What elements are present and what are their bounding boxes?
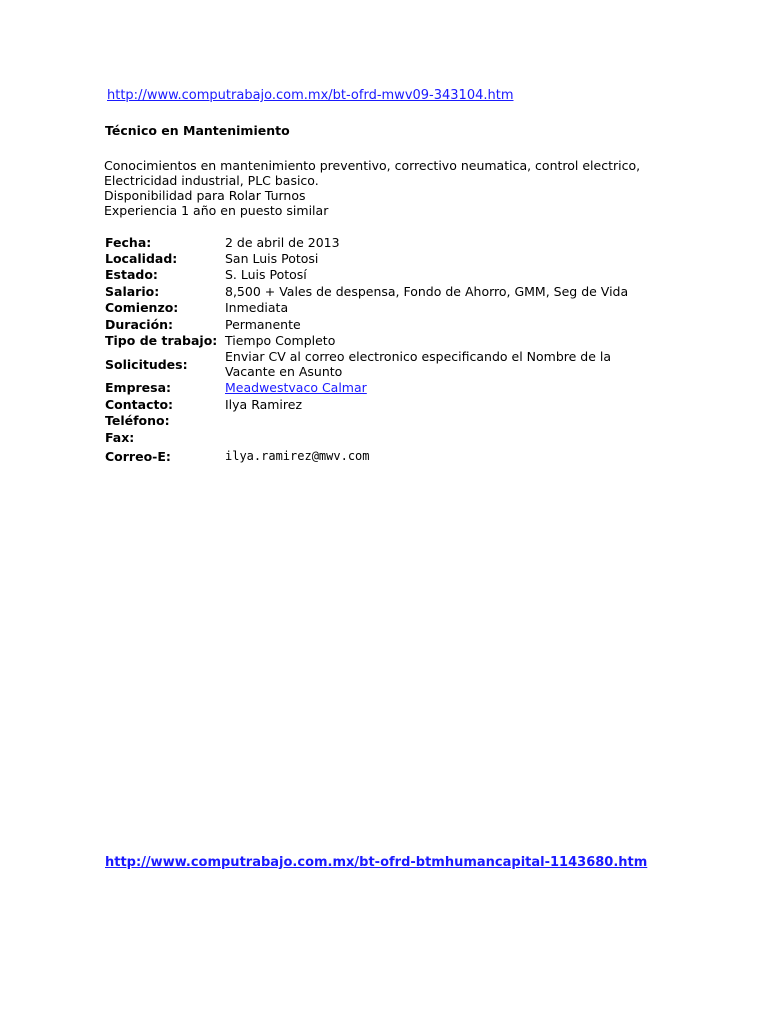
detail-row-tipo-de-trabajo xyxy=(103,332,655,348)
detail-value xyxy=(223,380,655,396)
detail-label: Localidad: xyxy=(105,251,178,267)
detail-label: Fax: xyxy=(105,429,135,445)
detail-value: 8,500 + Vales de despensa, Fondo de Ahorro, GMM, Seg de Vida xyxy=(225,283,629,299)
detail-label: Empresa: xyxy=(105,380,172,396)
detail-value: Inmediata xyxy=(225,300,289,316)
detail-label: Tipo de trabajo: xyxy=(105,333,218,349)
detail-row-fecha xyxy=(103,234,655,250)
detail-value xyxy=(223,413,655,429)
detail-value: San Luis Potosi xyxy=(225,251,319,267)
next-job-link[interactable]: http://www.computrabajo.com.mx/bt-ofrd-btmhumancapital-1143680.htm xyxy=(105,855,648,870)
detail-row-fax xyxy=(103,429,655,445)
detail-row-correo xyxy=(103,445,655,467)
detail-row-solicitudes xyxy=(103,349,655,380)
job-posting-link[interactable]: http://www.computrabajo.com.mx/bt-ofrd-mwv09-343104.htm xyxy=(107,88,514,103)
detail-label: Contacto: xyxy=(105,396,174,412)
detail-label: Duración: xyxy=(105,316,174,332)
job-description xyxy=(104,158,640,218)
description-line: Conocimientos en mantenimiento preventivo, correctivo neumatica, control electrico, xyxy=(104,158,641,173)
detail-label: Comienzo: xyxy=(105,300,179,316)
detail-label: Correo-E: xyxy=(105,448,171,464)
detail-label: Estado: xyxy=(105,267,158,283)
detail-value: Enviar CV al correo electronico especificando el Nombre de la Vacante en Asunto xyxy=(225,349,612,380)
detail-value: S. Luis Potosí xyxy=(225,267,307,283)
detail-value: 2 de abril de 2013 xyxy=(225,234,340,250)
detail-row-duracion xyxy=(103,316,655,332)
detail-row-salario xyxy=(103,283,655,299)
job-title: Técnico en Mantenimiento xyxy=(105,123,290,138)
detail-value: Permanente xyxy=(225,316,301,332)
company-link[interactable]: Meadwestvaco Calmar xyxy=(225,380,367,396)
detail-label: Fecha: xyxy=(105,234,152,250)
description-line: Experiencia 1 año en puesto similar xyxy=(104,203,329,218)
detail-label: Teléfono: xyxy=(105,413,170,429)
detail-value: Ilya Ramirez xyxy=(225,396,303,412)
detail-value xyxy=(223,429,655,445)
detail-row-empresa xyxy=(103,380,655,396)
email-value: ilya.ramirez@mwv.com xyxy=(225,448,370,463)
detail-value: Tiempo Completo xyxy=(225,333,336,349)
detail-row-contacto xyxy=(103,396,655,412)
detail-label: Solicitudes: xyxy=(105,356,188,372)
detail-label: Salario: xyxy=(105,283,160,299)
description-line: Disponibilidad para Rolar Turnos xyxy=(104,188,306,203)
job-details-table xyxy=(103,234,655,467)
description-line: Electricidad industrial, PLC basico. xyxy=(104,173,319,188)
detail-row-telefono xyxy=(103,413,655,429)
detail-row-localidad xyxy=(103,250,655,266)
detail-row-estado xyxy=(103,267,655,283)
detail-row-comienzo xyxy=(103,300,655,316)
